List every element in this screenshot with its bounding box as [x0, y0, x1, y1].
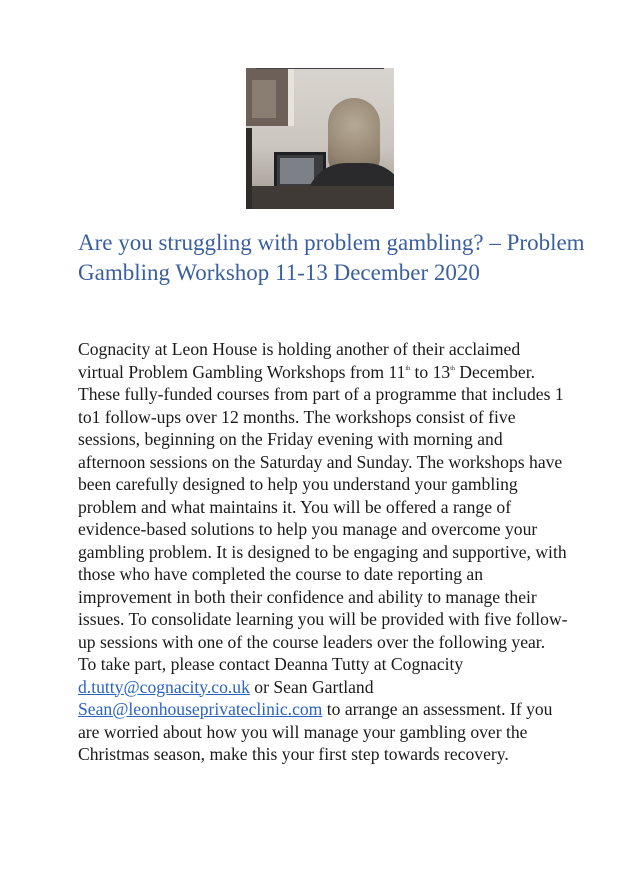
- contact-text: to arrange an assessment. If you are worried about how you will manage your gambling over the Christmas season, make this your first step towards recovery.: [78, 699, 553, 764]
- contact-text: To take part, please contact Deanna Tutty at Cognacity: [78, 654, 464, 674]
- email-link-sean[interactable]: Sean@leonhouseprivateclinic.com: [78, 699, 323, 719]
- ordinal-suffix: th: [450, 365, 455, 372]
- email-link-deanna[interactable]: d.tutty@cognacity.co.uk: [78, 676, 250, 697]
- intro-text: December. These fully-funded courses from part of a programme that includes 1 to1 follow-ups over 12 months. The workshops consist of five sessions, beginning on the Friday evening with morning and afternoon sessions on the Saturday and Sunday. The workshops have been carefully designed to help you understand your gambling problem and what maintains it. You will be offered a range of evidence-based solutions to help you manage and overcome your gambling problem. It is designed to be engaging and supportive, with those who have completed the course to date reporting an improvement in both their confidence and ability to manage their issues. To consolidate learning you will be provided with five follow-up sessions with one of the course leaders over the following year.: [78, 361, 568, 652]
- article-title: Are you struggling with problem gambling? – Problem Gambling Workshop 11-13 December 2020: [78, 230, 585, 285]
- ordinal-suffix: th: [405, 365, 411, 372]
- contact-paragraph: [78, 653, 568, 766]
- intro-text: Cognacity at Leon House is holding another of their acclaimed virtual Problem Gambling Workshops from 11: [78, 339, 521, 382]
- intro-text: to 13: [410, 361, 451, 382]
- header-photo: [246, 68, 394, 209]
- article-body: [78, 338, 568, 766]
- contact-text: or Sean Gartland: [249, 676, 374, 697]
- intro-paragraph: [78, 338, 568, 653]
